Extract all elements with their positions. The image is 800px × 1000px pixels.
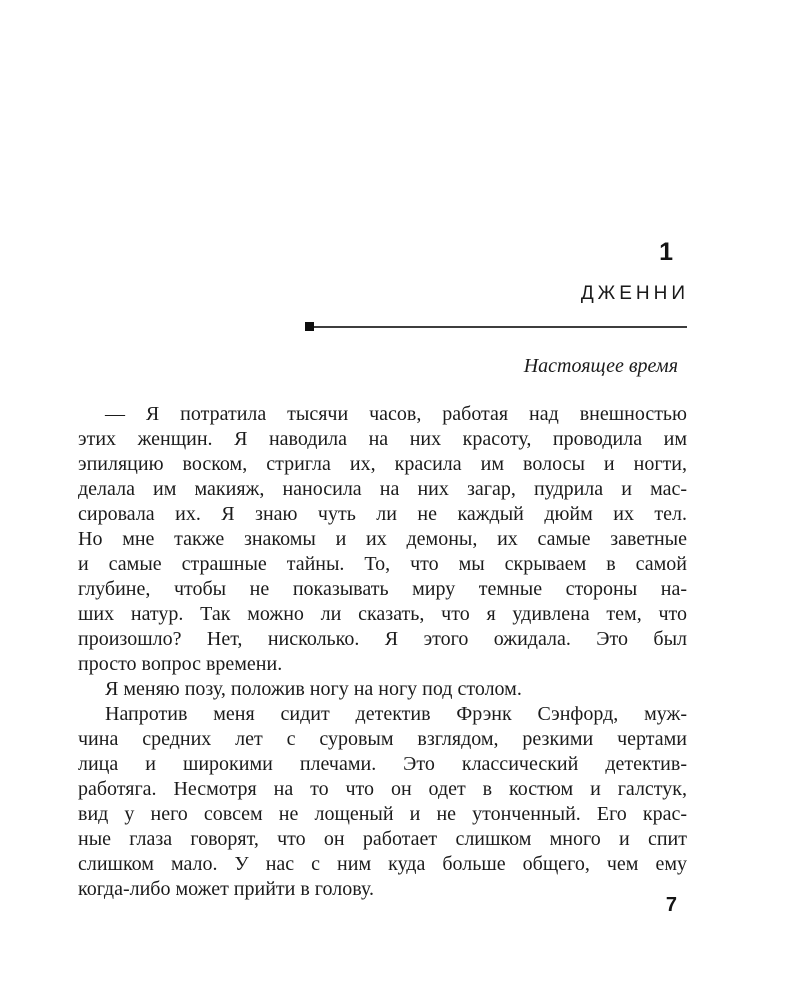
text-line: вид у него совсем не лощеный и не утонченный. Его крас- [78, 803, 687, 825]
rule-square-ornament [305, 322, 314, 331]
text-line: ших натур. Так можно ли сказать, что я удивлена тем, что [78, 603, 687, 625]
text-line: этих женщин. Я наводила на них красоту, проводила им [78, 428, 687, 450]
chapter-rule [305, 322, 687, 331]
section-subtitle: Настоящее время [523, 355, 678, 377]
text-line: Я меняю позу, положив ногу на ногу под столом. [105, 678, 522, 700]
text-line: эпиляцию воском, стригла их, красила им волосы и ногти, [78, 453, 687, 475]
text-line: сировала их. Я знаю чуть ли не каждый дюйм их тел. [78, 503, 687, 525]
text-line: — Я потратила тысячи часов, работая над внешностью [105, 403, 687, 425]
text-line: слишком мало. У нас с ним куда больше общего, чем ему [78, 853, 687, 875]
text-line: и самые страшные тайны. То, что мы скрываем в самой [78, 553, 687, 575]
text-line: Но мне также знакомы и их демоны, их самые заветные [78, 528, 687, 550]
text-line: чина средних лет с суровым взглядом, резкими чертами [78, 728, 687, 750]
text-line: Напротив меня сидит детектив Фрэнк Сэнфорд, муж- [105, 703, 687, 725]
rule-line [314, 326, 687, 328]
text-line: просто вопрос времени. [78, 653, 283, 675]
chapter-title: ДЖЕННИ [580, 283, 689, 304]
chapter-number: 1 [659, 238, 673, 266]
text-line: лица и широкими плечами. Это классический детектив- [78, 753, 687, 775]
text-line: когда-либо может прийти в голову. [78, 878, 374, 900]
body-text [78, 402, 687, 902]
paragraph [78, 402, 687, 677]
paragraph [78, 677, 687, 702]
text-line: делала им макияж, наносила на них загар, пудрила и мас- [78, 478, 687, 500]
page-number: 7 [665, 894, 677, 916]
paragraph [78, 702, 687, 902]
text-line: работяга. Несмотря на то что он одет в костюм и галстук, [78, 778, 687, 800]
text-line: глубине, чтобы не показывать миру темные стороны на- [78, 578, 687, 600]
text-line: произошло? Нет, нисколько. Я этого ожидала. Это был [78, 628, 687, 650]
text-line: ные глаза говорят, что он работает слишком много и спит [78, 828, 687, 850]
